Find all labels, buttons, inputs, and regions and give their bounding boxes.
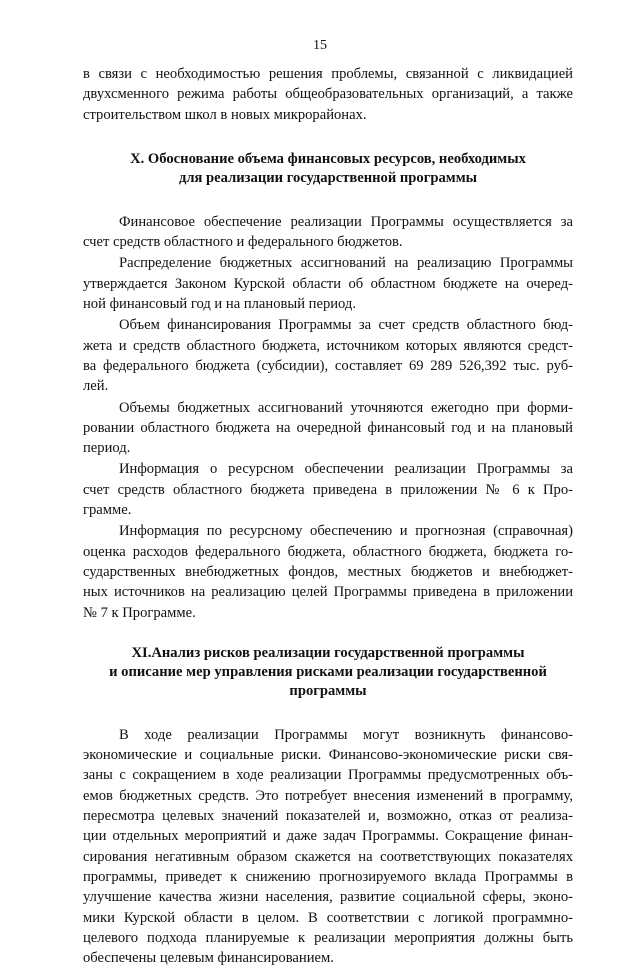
section-x-paragraph <box>83 212 573 253</box>
text-line: жета и средств областного бюджета, источником которых являются средст- <box>83 337 573 354</box>
text-line: ва федерального бюджета (субсидии), составляет 69 289 526,392 тыс. руб- <box>83 357 573 374</box>
heading-line: и описание мер управления рисками реализации государственной <box>109 663 547 680</box>
text-line: утверждается Законом Курской области об областном бюджете на очеред- <box>83 275 573 292</box>
text-line: ной финансовый год и на плановый период. <box>83 296 356 313</box>
text-line: строительством школ в новых микрорайонах. <box>83 106 367 123</box>
text-line: улучшение качества жизни населения, развитие социальной сферы, эконо- <box>83 889 573 906</box>
text-line: двухсменного режима работы общеобразовательных организаций, а также <box>83 86 573 103</box>
text-line: В ходе реализации Программы могут возникнуть финансово- <box>119 726 573 743</box>
text-line: период. <box>83 440 131 457</box>
heading-line: XI.Анализ рисков реализации государственной программы <box>131 644 525 661</box>
section-xi-paragraph <box>83 725 573 968</box>
text-line: Объемы бюджетных ассигнований уточняются ежегодно при форми- <box>119 399 573 416</box>
text-line: в связи с необходимостью решения проблемы, связанной с ликвидацией <box>83 66 573 82</box>
text-line: ции отдельных мероприятий и даже задач Программы. Сокращение финан- <box>83 828 573 845</box>
heading-line: X. Обоснование объема финансовых ресурсов, необходимых <box>130 150 526 167</box>
text-line: программы, приведет к снижению прогнозируемого вклада Программы в <box>83 868 573 885</box>
text-line: счет средств областного бюджета приведена в приложении № 6 к Про- <box>83 481 573 498</box>
text-line: счет средств областного и федерального бюджетов. <box>83 234 403 251</box>
text-line: Информация по ресурсному обеспечению и прогнозная (справочная) <box>119 523 573 540</box>
text-line: грамме. <box>83 502 132 519</box>
text-line: заны с сокращением в ходе реализации Программы предусмотренных объ- <box>83 767 573 784</box>
text-line: пересмотра целевых значений показателей и, возможно, отказ от реализа- <box>83 808 573 825</box>
text-line: Финансовое обеспечение реализации Программы осуществляется за <box>119 213 573 230</box>
intro-paragraph <box>83 64 573 125</box>
text-line: ровании областного бюджета на очередной финансовый год и на плановый <box>83 419 573 436</box>
heading-line: программы <box>289 682 367 699</box>
text-line: Распределение бюджетных ассигнований на реализацию Программы <box>119 255 573 272</box>
page-number: 15 <box>313 38 327 53</box>
text-line: мики Курской области в целом. В соответствии с логикой программно- <box>83 909 573 926</box>
section-x-heading <box>83 150 573 188</box>
text-line: обеспечены целевым финансированием. <box>83 950 334 967</box>
text-line: ных источников на реализацию целей Программы приведена в приложении <box>83 584 573 601</box>
section-x-paragraph <box>83 253 573 314</box>
section-x-paragraph <box>83 521 573 622</box>
text-line: емов бюджетных средств. Это потребует внесения изменений в программу, <box>83 787 573 804</box>
text-line: целевого подхода планируемые к реализации мероприятия должны быть <box>83 929 573 946</box>
text-line: сударственных внебюджетных фондов, местных бюджетов и внебюджет- <box>83 563 573 580</box>
section-x-paragraph <box>83 315 573 396</box>
text-line: лей. <box>83 378 109 395</box>
text-line: № 7 к Программе. <box>83 604 196 621</box>
section-x-paragraph <box>83 459 573 520</box>
text-line: сирования негативным образом скажется на соответствующих показателях <box>83 848 573 865</box>
text-line: Информация о ресурсном обеспечении реализации Программы за <box>119 461 573 478</box>
heading-line: для реализации государственной программы <box>178 169 478 186</box>
section-xi-heading <box>83 644 573 701</box>
section-x-paragraph <box>83 398 573 459</box>
page-content <box>83 64 573 968</box>
text-line: оценка расходов федерального бюджета, областного бюджета, бюджета го- <box>83 543 573 560</box>
text-line: Объем финансирования Программы за счет средств областного бюд- <box>119 317 573 334</box>
text-line: экономические и социальные риски. Финансово-экономические риски свя- <box>83 747 573 764</box>
